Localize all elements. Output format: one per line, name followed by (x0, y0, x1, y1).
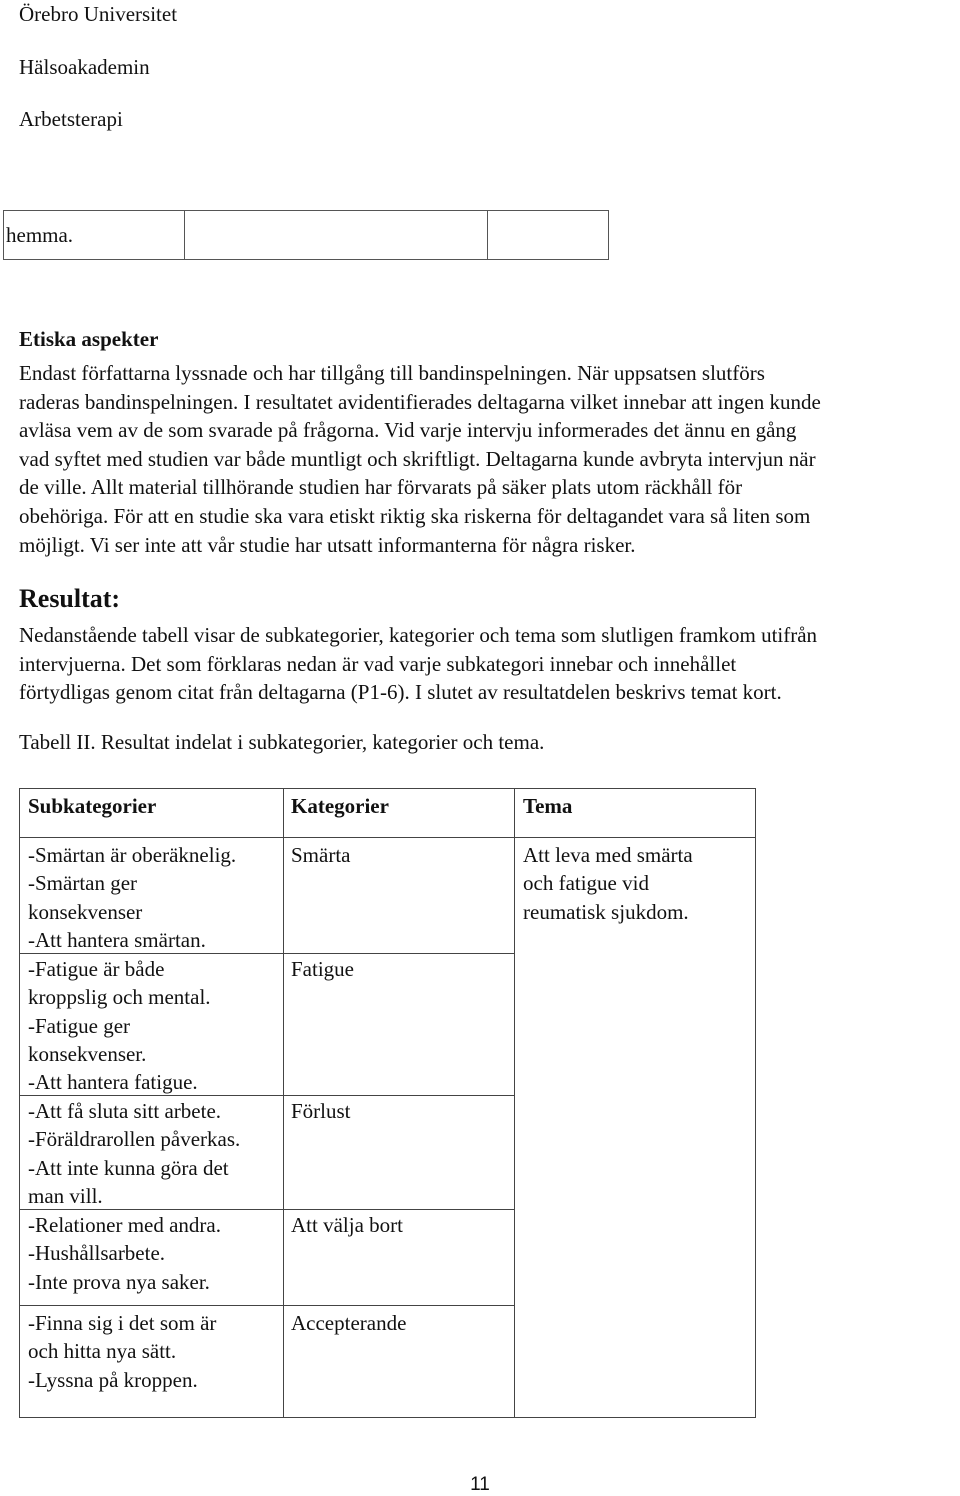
subcategory-line: man vill. (28, 1183, 103, 1208)
category-cell: Smärta (291, 843, 351, 867)
results-table (19, 788, 756, 1418)
paragraph-line: avläsa vem av de som svarade på frågorna. Vid varje intervju informerades det ännu en gång (19, 418, 797, 443)
subcategory-line: konsekvenser. (28, 1041, 147, 1066)
column-divider (283, 789, 284, 1417)
paragraph-line: raderas bandinspelningen. I resultatet avidentifierades deltagarna vilket innebar att ingen kunde (19, 389, 821, 414)
subcategory-line: -Smärtan ger (28, 871, 138, 896)
column-header-categories: Kategorier (291, 794, 389, 818)
category-cell: Accepterande (291, 1311, 407, 1335)
subcategory-line: -Smärtan är oberäknelig. (28, 843, 237, 867)
paragraph-line: obehöriga. För att en studie ska vara etiskt riktig ska riskerna för deltagandet vara så liten som (19, 503, 811, 528)
table-caption: Tabell II. Resultat indelat i subkategorier, kategorier och tema. (19, 730, 545, 754)
table-cell (184, 211, 488, 259)
paragraph-line: intervjuerna. Det som förklaras nedan är vad varje subkategori innebar och innehållet (19, 651, 737, 676)
paragraph-line: vad syftet med studien var både muntligt och skriftligt. Deltagarna kunde avbryta intervjun när (19, 446, 816, 471)
category-cell: Fatigue (291, 957, 354, 981)
paragraph-line: förtydligas genom citat från deltagarna (P1-6). I slutet av resultatdelen beskrivs temat kort. (19, 680, 782, 705)
theme-line: och fatigue vid (523, 871, 649, 896)
table-cell-text: hemma. (6, 223, 74, 247)
theme-line: reumatisk sjukdom. (523, 899, 689, 924)
paragraph-line: de ville. Allt material tillhörande studien har förvarats på säker plats utom räckhåll för (19, 475, 743, 500)
subcategory-line: -Relationer med andra. (28, 1213, 221, 1237)
subcategory-line: -Att hantera fatigue. (28, 1070, 198, 1095)
subcategory-cell (28, 1211, 221, 1296)
subcategory-line: konsekvenser (28, 899, 143, 924)
subcategory-line: -Fatigue är både (28, 957, 165, 981)
subcategory-line: -Föräldrarollen påverkas. (28, 1127, 241, 1152)
subcategory-cell (28, 841, 236, 954)
paragraph-line: Endast författarna lyssnade och har tillgång till bandinspelningen. När uppsatsen slutförs (19, 361, 765, 385)
column-header-theme: Tema (523, 794, 573, 818)
subcategory-line: -Att inte kunna göra det (28, 1155, 229, 1180)
paragraph-line: möjligt. Vi ser inte att vår studie har utsatt informanterna för några risker. (19, 532, 636, 557)
category-cell: Förlust (291, 1099, 351, 1123)
institution-name: Örebro Universitet (19, 2, 178, 26)
subcategory-cell (28, 955, 211, 1096)
header-divider (20, 837, 755, 838)
subcategory-line: kroppslig och mental. (28, 985, 211, 1010)
ethics-paragraph (19, 359, 959, 559)
subcategory-line: och hitta nya sätt. (28, 1339, 177, 1364)
theme-line: Att leva med smärta (523, 843, 693, 867)
subcategory-line: -Hushållsarbete. (28, 1241, 166, 1266)
program-name: Arbetsterapi (19, 107, 123, 131)
subcategory-line: -Att hantera smärtan. (28, 927, 206, 952)
subcategory-line: -Att få sluta sitt arbete. (28, 1099, 222, 1123)
column-divider (514, 789, 515, 1417)
subcategory-line: -Inte prova nya saker. (28, 1269, 210, 1294)
column-header-subcategories: Subkategorier (28, 794, 157, 818)
ethics-heading: Etiska aspekter (19, 327, 159, 351)
paragraph-line: Nedanstående tabell visar de subkategorier, kategorier och tema som slutligen framkom utifrån (19, 623, 818, 647)
continued-table (3, 210, 609, 260)
department-name: Hälsoakademin (19, 55, 150, 79)
subcategory-cell (28, 1097, 240, 1210)
subcategory-cell (28, 1309, 216, 1394)
subcategory-line: -Lyssna på kroppen. (28, 1367, 198, 1392)
table-cell (4, 211, 185, 259)
category-cell: Att välja bort (291, 1213, 403, 1237)
theme-cell (523, 841, 693, 926)
results-heading: Resultat: (19, 584, 121, 613)
row-divider (20, 1305, 514, 1306)
subcategory-line: -Fatigue ger (28, 1013, 131, 1038)
subcategory-line: -Finna sig i det som är (28, 1311, 217, 1335)
results-paragraph (19, 621, 959, 707)
page-number: 11 (470, 1474, 490, 1495)
